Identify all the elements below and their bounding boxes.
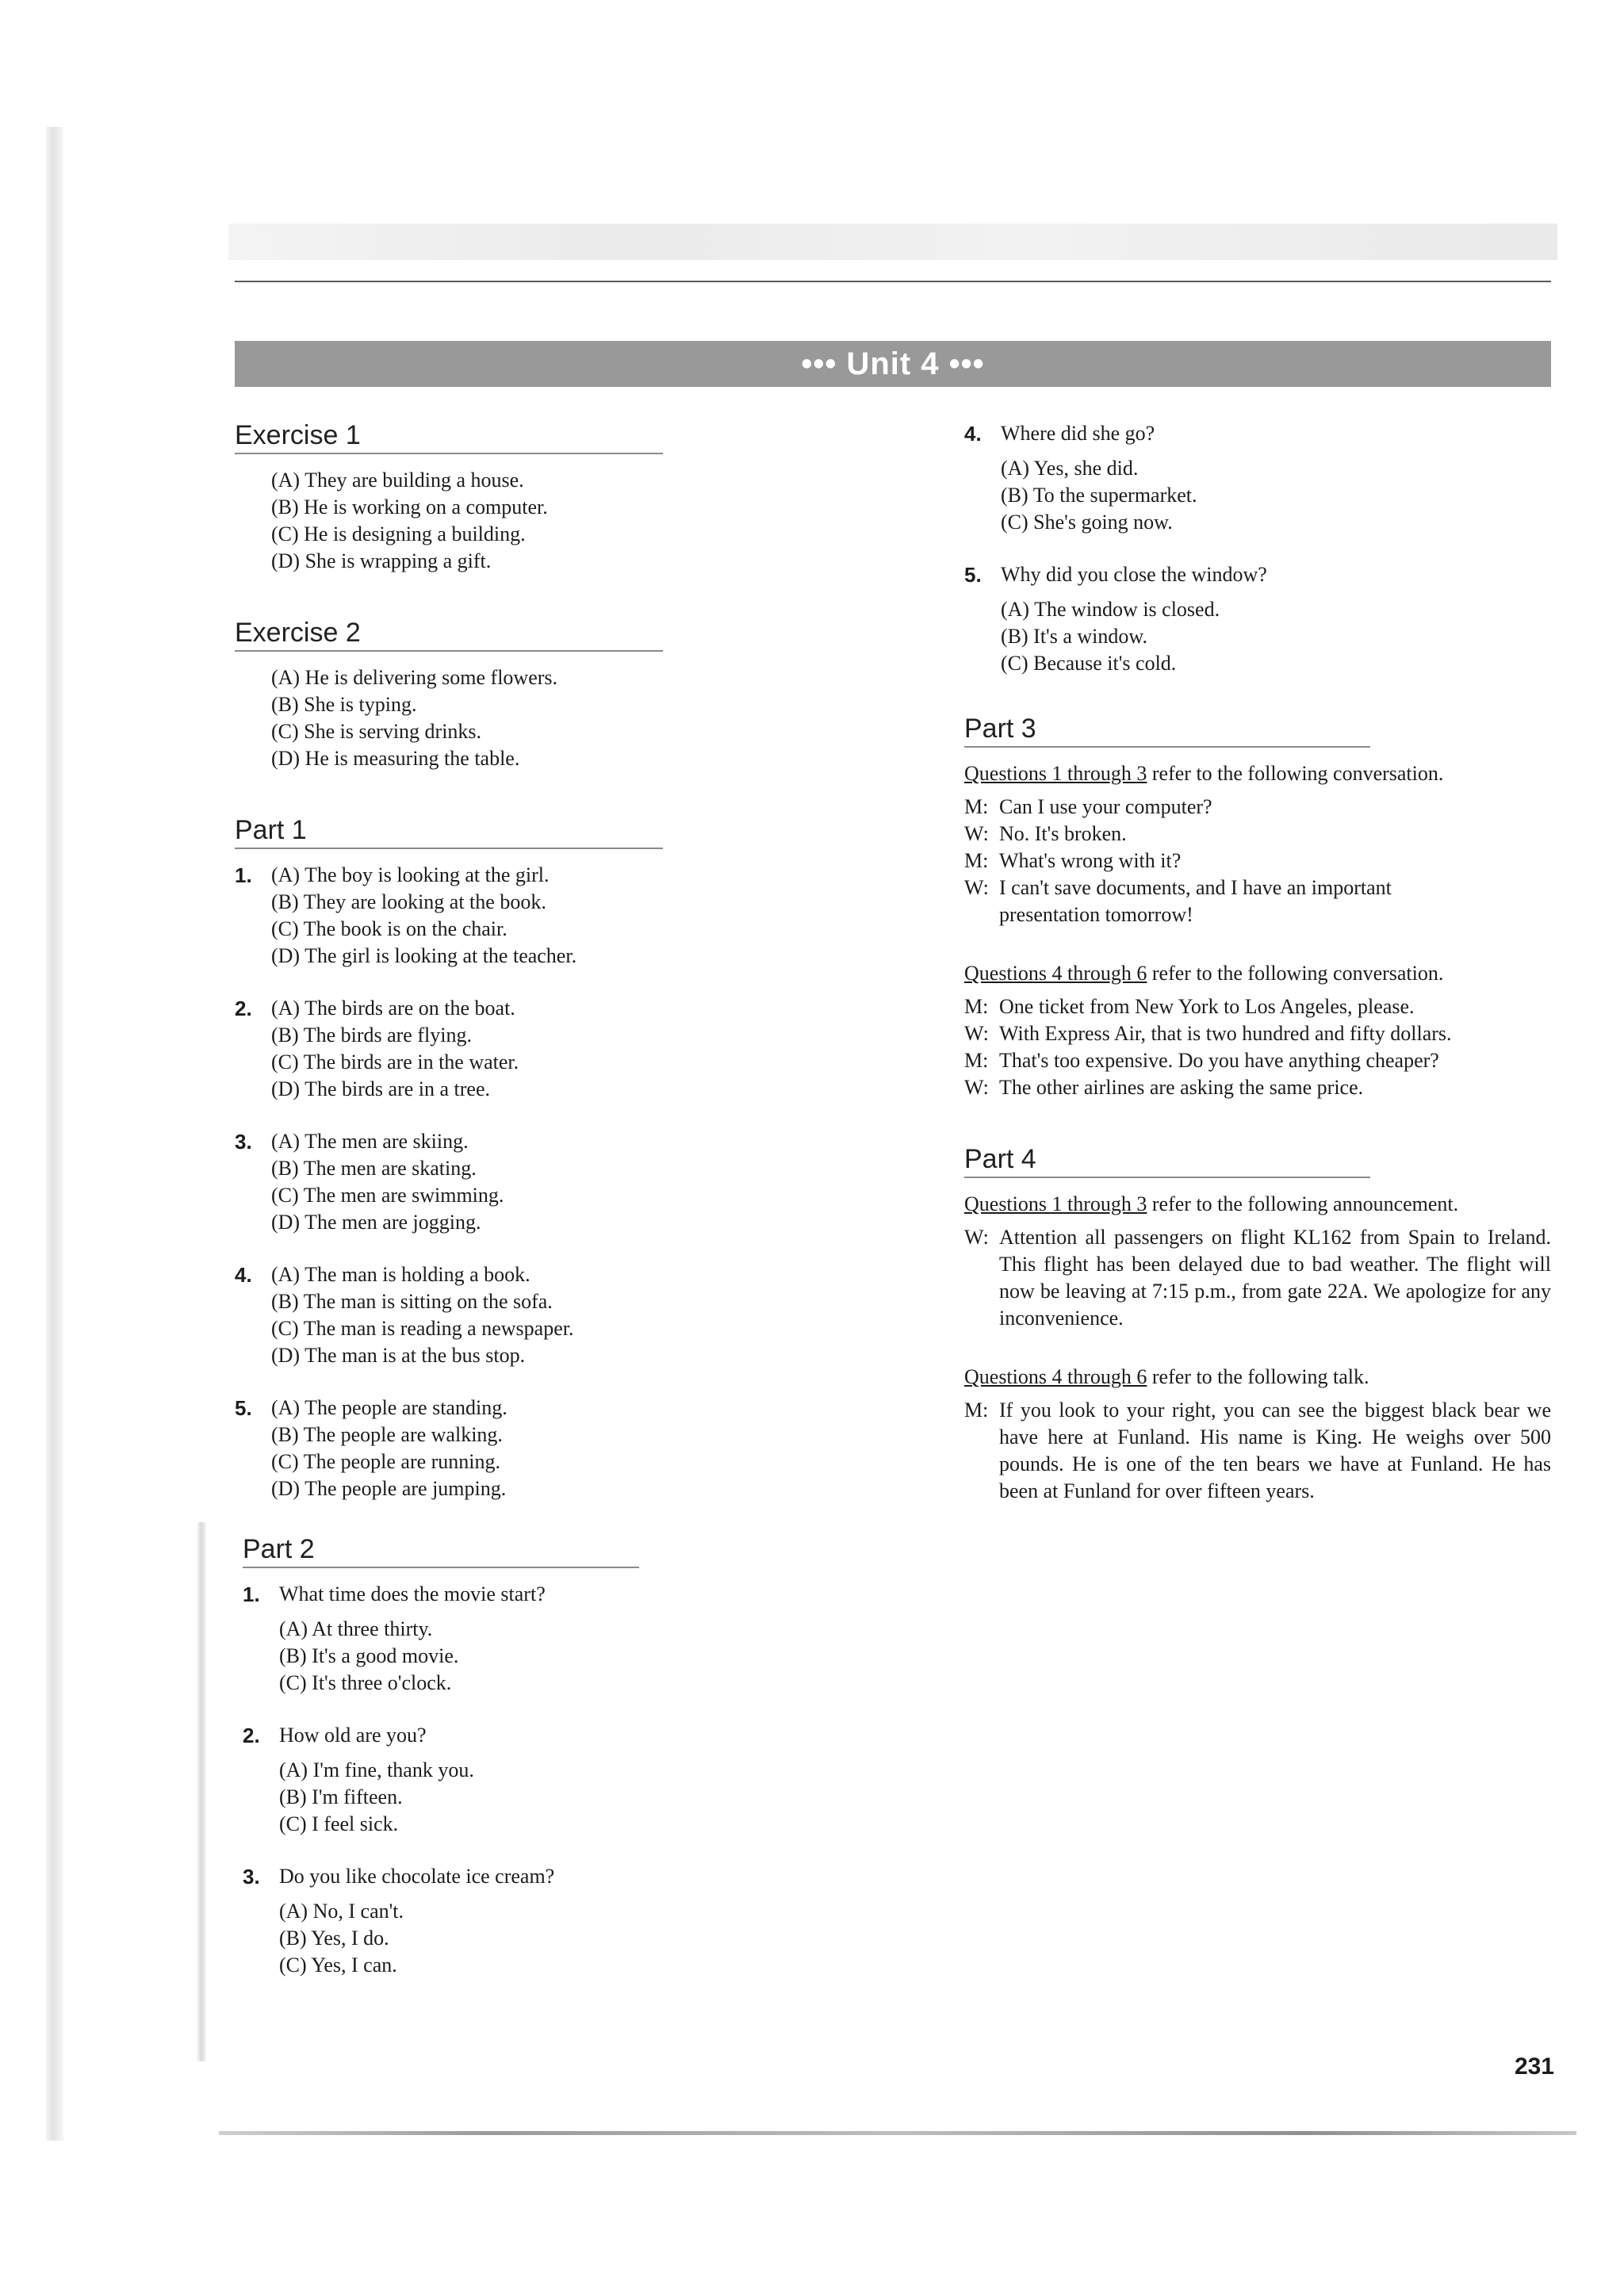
utterance: What's wrong with it? (999, 849, 1182, 872)
speaker: W: (964, 1076, 989, 1099)
question-item (235, 1261, 663, 1369)
option: (A) The boy is looking at the girl. (271, 863, 550, 886)
question-number: 5. (235, 1396, 252, 1420)
speaker: W: (964, 1226, 989, 1249)
option: (B) He is working on a computer. (271, 496, 548, 519)
question-item (243, 1722, 663, 1838)
speaker: W: (964, 1022, 989, 1045)
question-item (235, 1128, 663, 1236)
part-2 (243, 1534, 663, 1979)
question-body (271, 995, 663, 1103)
speaker: M: (964, 1399, 989, 1422)
utterance: One ticket from New York to Los Angeles, please. (999, 995, 1415, 1018)
conversation (964, 960, 1551, 1101)
question-text: What time does the movie start? (279, 1582, 546, 1605)
option: (C) She is serving drinks. (271, 720, 482, 743)
option: (A) No, I can't. (279, 1900, 404, 1923)
option: (B) The men are skating. (271, 1157, 477, 1180)
part-3 (964, 714, 1551, 1101)
question-body (271, 862, 663, 970)
option: (B) Yes, I do. (279, 1927, 389, 1950)
intro-text: refer to the following conversation. (1147, 962, 1444, 985)
right-column (964, 420, 1551, 1548)
option: (A) The men are skiing. (271, 1130, 469, 1153)
option: (C) The man is reading a newspaper. (271, 1317, 574, 1340)
option: (D) The men are jogging. (271, 1211, 481, 1234)
intro-text: refer to the following conversation. (1147, 762, 1444, 785)
question-body (271, 1261, 663, 1369)
part-1 (235, 815, 663, 1502)
utterance: I can't save documents, and I have an important presentation tomorrow! (999, 876, 1392, 926)
dialogue-line (964, 1020, 1551, 1047)
exercise-1 (235, 420, 663, 575)
option: (B) She is typing. (271, 693, 417, 716)
question-item (964, 420, 1551, 536)
scan-edge-shadow (46, 127, 63, 2141)
question-body (1001, 561, 1551, 677)
conversation-intro (964, 760, 1551, 787)
option: (A) The people are standing. (271, 1396, 508, 1419)
question-number: 1. (243, 1582, 260, 1606)
questions-range: Questions 4 through 6 (964, 962, 1147, 985)
option: (C) The people are running. (271, 1450, 501, 1473)
part-4 (964, 1144, 1551, 1505)
intro-text: refer to the following talk. (1147, 1365, 1369, 1388)
question-number: 1. (235, 863, 252, 887)
option-list (271, 664, 663, 772)
question-body (271, 1128, 663, 1236)
option: (D) The birds are in a tree. (271, 1077, 491, 1100)
top-rule (235, 281, 1551, 282)
section-title: Part 2 (243, 1534, 639, 1568)
dialogue-line (964, 794, 1551, 821)
option: (C) Because it's cold. (1001, 652, 1177, 675)
question-item (235, 1395, 663, 1502)
speaker: W: (964, 876, 989, 899)
question-item (243, 1863, 663, 1979)
option: (A) They are building a house. (271, 469, 524, 492)
option: (C) She's going now. (1001, 511, 1173, 534)
question-number: 4. (235, 1263, 252, 1287)
question-item (235, 862, 663, 970)
question-text: Why did you close the window? (1001, 563, 1267, 586)
utterance: Can I use your computer? (999, 795, 1212, 818)
option: (C) The men are swimming. (271, 1184, 504, 1207)
option: (A) The birds are on the boat. (271, 997, 515, 1020)
option: (B) It's a window. (1001, 625, 1147, 648)
question-number: 2. (235, 997, 252, 1020)
unit-title: ••• Unit 4 ••• (801, 346, 985, 381)
option: (B) The birds are flying. (271, 1024, 472, 1047)
conversation-intro (964, 1191, 1551, 1218)
utterance: If you look to your right, you can see the biggest black bear we have here at Funland. His name is King. He weighs over 500 pounds. He is one of the ten bears we have at Funland. He has been at Funland for over fifteen years. (999, 1399, 1551, 1502)
dialogue-line (964, 1074, 1551, 1101)
option: (C) I feel sick. (279, 1812, 399, 1835)
dialogue-line (964, 993, 1551, 1020)
question-item (243, 1581, 663, 1697)
option: (A) I'm fine, thank you. (279, 1758, 474, 1781)
speaker: M: (964, 795, 989, 818)
option: (C) Yes, I can. (279, 1954, 397, 1976)
question-text: How old are you? (279, 1724, 427, 1747)
question-body (279, 1722, 663, 1838)
speaker: M: (964, 1049, 989, 1072)
dialogue-line (964, 874, 1551, 928)
question-number: 5. (964, 563, 982, 587)
section-title: Exercise 2 (235, 618, 663, 652)
section-title: Exercise 1 (235, 420, 663, 454)
option: (A) He is delivering some flowers. (271, 666, 558, 689)
option: (D) The man is at the bus stop. (271, 1344, 526, 1367)
question-number: 4. (964, 422, 982, 446)
conversation-intro (964, 1364, 1551, 1391)
left-column (235, 420, 663, 2022)
talk (964, 1364, 1551, 1505)
header-band (228, 224, 1557, 260)
option: (B) I'm fifteen. (279, 1785, 403, 1808)
question-body (279, 1863, 663, 1979)
question-item (235, 995, 663, 1103)
option: (C) The birds are in the water. (271, 1050, 519, 1073)
option: (A) The window is closed. (1001, 598, 1220, 621)
dialogue-line (964, 848, 1551, 874)
utterance: With Express Air, that is two hundred and fifty dollars. (999, 1022, 1452, 1045)
option: (B) It's a good movie. (279, 1644, 459, 1667)
question-text: Do you like chocolate ice cream? (279, 1865, 555, 1888)
announcement (964, 1191, 1551, 1332)
option: (A) Yes, she did. (1001, 457, 1139, 480)
speaker: M: (964, 849, 989, 872)
question-body (279, 1581, 663, 1697)
option: (D) The girl is looking at the teacher. (271, 944, 577, 967)
option: (B) To the supermarket. (1001, 484, 1197, 507)
question-body (271, 1395, 663, 1502)
option: (C) The book is on the chair. (271, 917, 508, 940)
page-number: 231 (1514, 2053, 1554, 2080)
section-title: Part 1 (235, 815, 663, 849)
question-number: 3. (235, 1130, 252, 1154)
option-list (271, 467, 663, 575)
question-text: Where did she go? (1001, 422, 1155, 445)
utterance: Attention all passengers on flight KL162 from Spain to Ireland. This flight has been delayed due to bad weather. The flight will now be leaving at 7:15 p.m., from gate 22A. We apologize for any inconvenience. (999, 1226, 1551, 1330)
option: (B) They are looking at the book. (271, 890, 546, 913)
option: (D) The people are jumping. (271, 1477, 507, 1500)
question-body (1001, 420, 1551, 536)
questions-range: Questions 1 through 3 (964, 762, 1147, 785)
option: (C) It's three o'clock. (279, 1671, 452, 1694)
exercise-2 (235, 618, 663, 772)
conversation (964, 760, 1551, 928)
question-number: 2. (243, 1724, 260, 1747)
unit-banner (235, 341, 1551, 387)
speaker: W: (964, 822, 989, 845)
option: (B) The man is sitting on the sofa. (271, 1290, 553, 1313)
conversation-intro (964, 960, 1551, 987)
option: (A) At three thirty. (279, 1617, 433, 1640)
option: (B) The people are walking. (271, 1423, 503, 1446)
speaker: M: (964, 995, 989, 1018)
option: (C) He is designing a building. (271, 522, 526, 545)
part-2-continued (964, 420, 1551, 677)
section-title: Part 4 (964, 1144, 1370, 1178)
utterance: The other airlines are asking the same price. (999, 1076, 1364, 1099)
dialogue-line (964, 1224, 1551, 1332)
option: (D) She is wrapping a gift. (271, 549, 492, 572)
question-item (964, 561, 1551, 677)
questions-range: Questions 4 through 6 (964, 1365, 1147, 1388)
section-title: Part 3 (964, 714, 1370, 748)
utterance: That's too expensive. Do you have anything cheaper? (999, 1049, 1439, 1072)
dialogue-line (964, 821, 1551, 848)
dialogue-line (964, 1397, 1551, 1505)
bottom-rule (219, 2131, 1576, 2135)
option: (D) He is measuring the table. (271, 747, 520, 770)
dialogue-line (964, 1047, 1551, 1074)
questions-range: Questions 1 through 3 (964, 1192, 1147, 1215)
question-number: 3. (243, 1865, 260, 1888)
utterance: No. It's broken. (999, 822, 1127, 845)
intro-text: refer to the following announcement. (1147, 1192, 1459, 1215)
scan-binding-shadow (197, 1522, 206, 2061)
option: (A) The man is holding a book. (271, 1263, 530, 1286)
